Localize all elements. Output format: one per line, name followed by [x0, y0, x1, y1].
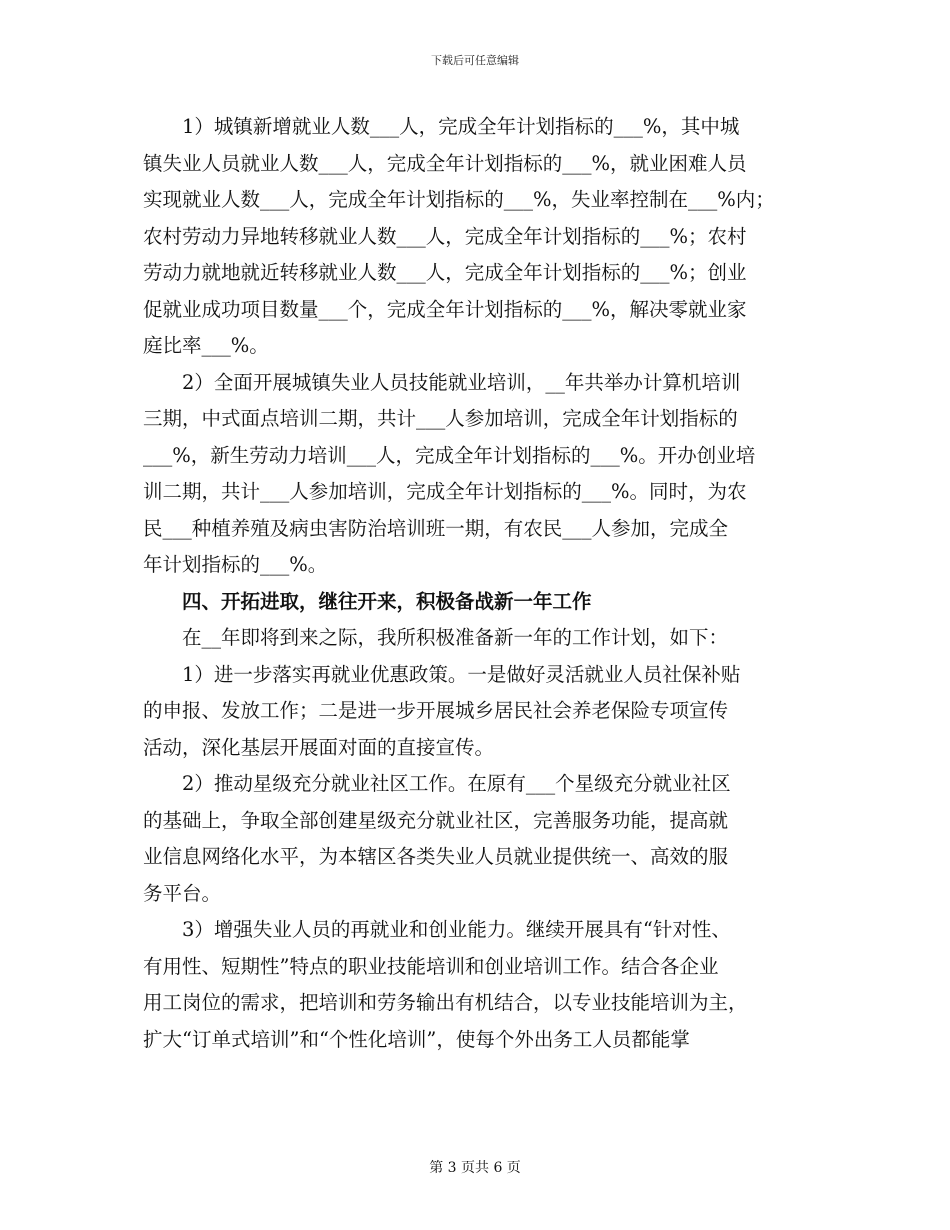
- paragraph: [143, 109, 815, 365]
- text-line: 促就业成功项目数量___个，完成全年计划指标的___%，解决零就业家: [143, 297, 747, 321]
- text-line: 1）进一步落实再就业优惠政策。一是做好灵活就业人员社保补贴: [143, 662, 741, 686]
- text-line: 民___种植养殖及病虫害防治培训班一期，有农民___人参加，完成全: [143, 516, 729, 540]
- text-line: 实现就业人数___人，完成全年计划指标的___%，失业率控制在___%内；: [143, 188, 775, 211]
- text-line: 有用性、短期性”特点的职业技能培训和创业培训工作。结合各企业: [143, 954, 719, 978]
- text-line: 用工岗位的需求，把培训和劳务输出有机结合，以专业技能培训为主，: [143, 991, 748, 1014]
- paragraph: [143, 620, 815, 657]
- section-heading: [143, 584, 815, 621]
- text-line: 务平台。: [143, 881, 222, 905]
- paragraph: [143, 912, 815, 1058]
- text-line: 训二期，共计___人参加培训，完成全年计划指标的___%。同时，为农: [143, 480, 747, 503]
- text-line: 的基础上，争取全部创建星级充分就业社区，完善服务功能，提高就: [143, 808, 729, 832]
- text-line: 2）推动星级充分就业社区工作。在原有___个星级充分就业社区: [143, 772, 731, 795]
- text-line: 扩大“订单式培训”和“个性化培训”，使每个外出务工人员都能掌: [143, 1027, 690, 1051]
- text-line: 3）增强失业人员的再就业和创业能力。继续开展具有“针对性、: [143, 918, 731, 941]
- text-line: 业信息网络化水平，为本辖区各类失业人员就业提供统一、高效的服: [143, 845, 729, 868]
- text-line: 活动，深化基层开展面对面的直接宣传。: [143, 735, 495, 759]
- heading-text: 四、开拓进取，继往开来，积极备战新一年工作: [143, 589, 592, 613]
- text-line: 农村劳动力异地转移就业人数___人，完成全年计划指标的___%；农村: [143, 224, 747, 248]
- text-line: 1）城镇新增就业人数___人，完成全年计划指标的___%，其中城: [143, 115, 740, 138]
- paragraph: [143, 657, 815, 767]
- paragraph: [143, 365, 815, 584]
- text-line: 在__年即将到来之际，我所积极准备新一年的工作计划，如下：: [143, 626, 729, 649]
- paragraph: [143, 766, 815, 912]
- page-footer: 第 3 页共 6 页: [429, 1160, 521, 1176]
- text-line: 镇失业人员就业人数___人，完成全年计划指标的___%，就业困难人员: [143, 151, 747, 175]
- text-line: 庭比率___%。: [143, 334, 269, 357]
- text-line: 的申报、发放工作；二是进一步开展城乡居民社会养老保险专项宣传: [143, 699, 729, 722]
- document-body: [143, 109, 815, 1058]
- page-header: 下载后可任意编辑: [431, 54, 519, 67]
- text-line: ___%，新生劳动力培训___人，完成全年计划指标的___%。开办创业培: [143, 443, 756, 467]
- text-line: 年计划指标的___%。: [143, 553, 328, 576]
- text-line: 三期，中式面点培训二期，共计___人参加培训，完成全年计划指标的: [143, 407, 738, 430]
- text-line: 劳动力就地就近转移就业人数___人，完成全年计划指标的___%；创业: [143, 261, 747, 284]
- text-line: 2）全面开展城镇失业人员技能就业培训，__年共举办计算机培训: [143, 370, 741, 394]
